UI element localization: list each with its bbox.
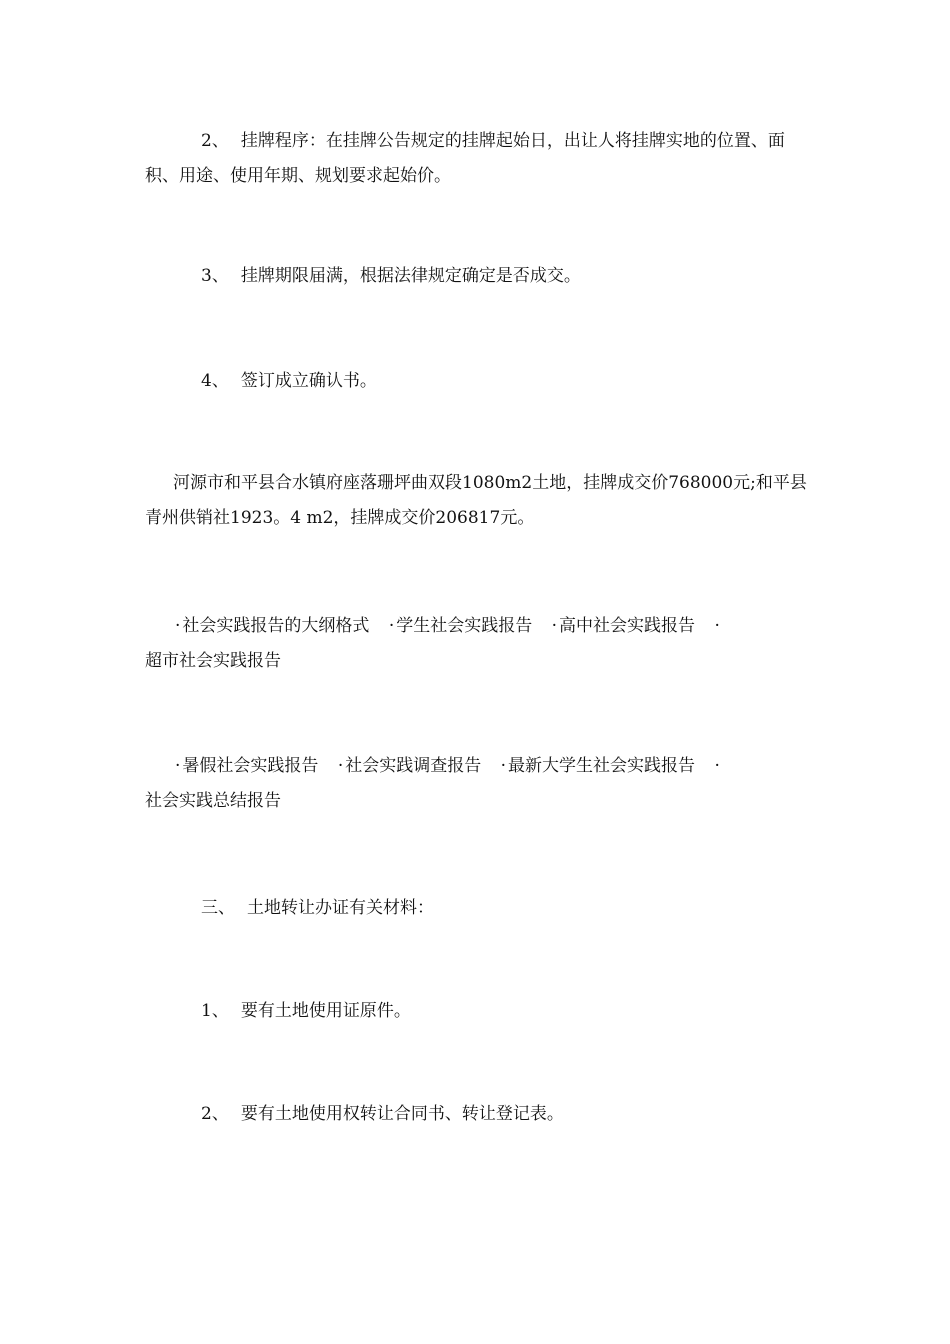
step-text: 签订成立确认书。	[240, 371, 377, 391]
related-link[interactable]	[552, 616, 695, 636]
related-link[interactable]	[389, 616, 532, 636]
procedure-step-3	[145, 259, 810, 294]
material-item-2	[145, 1097, 810, 1132]
bullet: ·	[551, 616, 558, 636]
link-label: 学生社会实践报告	[396, 616, 533, 636]
step-number: 3、	[201, 266, 229, 286]
item-number: 1、	[201, 1001, 229, 1021]
related-link[interactable]: 社会实践总结报告	[145, 791, 281, 811]
procedure-step-2	[145, 124, 810, 194]
material-item-1	[145, 994, 810, 1029]
related-link[interactable]	[175, 616, 369, 636]
section-number: 三、	[201, 898, 235, 918]
section-title: 土地转让办证有关材料：	[247, 898, 434, 918]
related-links-row-1	[145, 609, 810, 679]
related-link[interactable]	[175, 756, 318, 776]
bullet: ·	[175, 616, 181, 636]
item-text: 要有土地使用权转让合同书、转让登记表。	[240, 1104, 564, 1124]
item-text: 要有土地使用证原件。	[240, 1001, 411, 1021]
link-label: 社会实践报告的大纲格式	[182, 616, 370, 636]
step-text: 挂牌期限届满，根据法律规定确定是否成交。	[240, 266, 581, 286]
item-number: 2、	[201, 1104, 229, 1124]
related-links-row-2	[145, 749, 810, 819]
link-label: 社会实践调查报告	[345, 756, 482, 776]
bullet: ·	[714, 756, 720, 776]
related-link[interactable]	[501, 756, 695, 776]
bullet: ·	[500, 756, 507, 776]
related-link[interactable]	[338, 756, 481, 776]
step-number: 2、	[201, 131, 229, 151]
bullet: ·	[337, 756, 344, 776]
procedure-step-4	[145, 364, 810, 399]
bullet: ·	[388, 616, 395, 636]
link-label: 暑假社会实践报告	[182, 756, 319, 776]
bullet: ·	[714, 616, 720, 636]
example-paragraph: 河源市和平县合水镇府座落珊坪曲双段1080m2土地，挂牌成交价768000元;和平县青州供销社1923。4 m2，挂牌成交价206817元。	[145, 473, 807, 528]
link-label: 最新大学生社会实践报告	[508, 756, 696, 776]
step-number: 4、	[201, 371, 229, 391]
related-link[interactable]: 超市社会实践报告	[145, 651, 281, 671]
step-text: 挂牌程序：在挂牌公告规定的挂牌起始日，出让人将挂牌实地的位置、面积、用途、使用年期、规划要求起始价。	[145, 131, 785, 186]
bullet: ·	[175, 756, 181, 776]
link-label: 高中社会实践报告	[559, 616, 696, 636]
section-heading	[145, 891, 810, 926]
